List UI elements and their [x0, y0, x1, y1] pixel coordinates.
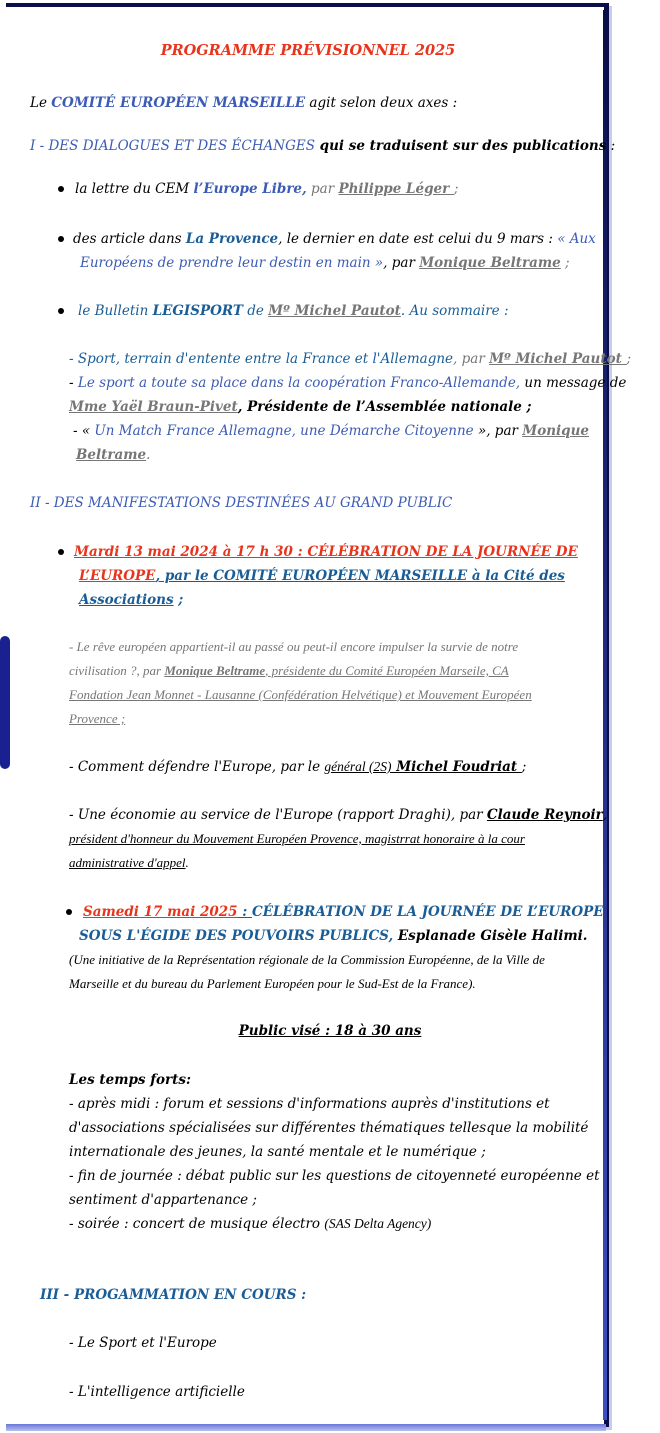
author-link[interactable]: Claude Reynoir	[486, 807, 603, 823]
author-link[interactable]: Mme Yaël Braun-Pivet	[69, 399, 238, 415]
highlights-line-2: d'associations spécialisées sur différentes thématiques tellesque la mobilité	[69, 1120, 589, 1136]
right-border	[603, 10, 607, 1420]
event-2-title: Samedi 17 mai 2025 : CÉLÉBRATION DE LA JOURNÉE DE L’EUROPE	[83, 904, 604, 920]
section-1-heading: I - DES DIALOGUES ET DES ÉCHANGES qui se traduisent sur des publications :	[30, 138, 616, 154]
author-link[interactable]: Philippe Léger	[338, 181, 454, 197]
section-2-heading: II - DES MANIFESTATIONS DESTINÉES AU GRAND PUBLIC	[30, 495, 453, 511]
summary-item-c-cont: Beltrame.	[76, 447, 151, 463]
bullet-icon	[66, 909, 72, 915]
page-title: PROGRAMME PRÉVISIONNEL 2025	[160, 42, 456, 59]
publication-la-provence: des article dans La Provence, le dernier en date est celui du 9 mars : « Aux	[73, 231, 596, 247]
bottom-border	[6, 1424, 606, 1431]
highlights-line-6: - soirée : concert de musique électro (SAS Delta Agency)	[69, 1216, 432, 1232]
bullet-icon	[58, 549, 64, 555]
publication-cem-letter: la lettre du CEM l’Europe Libre, par Philippe Léger ;	[75, 181, 459, 197]
left-tab-decoration	[0, 636, 10, 769]
target-audience: Public visé : 18 à 30 ans	[238, 1023, 422, 1039]
summary-item-b-cont: Mme Yaël Braun-Pivet, Présidente de l’Assemblée nationale ;	[69, 399, 532, 415]
talk-1-line-2: civilisation ?, par Monique Beltrame, présidente du Comité Européen Marseile, CA	[69, 663, 509, 678]
section-3-heading: III - PROGAMMATION EN COURS :	[40, 1287, 307, 1303]
author-link[interactable]: Beltrame	[76, 447, 147, 463]
summary-item-b: - Le sport a toute sa place dans la coopération Franco-Allemande, un message de	[69, 375, 627, 391]
bullet-icon	[58, 308, 64, 314]
talk-1-line-1: - Le rêve européen appartient-il au passé ou peut-il encore impulser la survie de notre	[69, 639, 519, 654]
current-item-ai: - L'intelligence artificielle	[69, 1384, 245, 1400]
highlights-heading: Les temps forts:	[69, 1072, 191, 1088]
publication-la-provence-cont: Européens de prendre leur destin en main », par Monique Beltrame ;	[80, 255, 570, 271]
author-link[interactable]: Monique Beltrame	[419, 255, 561, 271]
talk-1-line-4: Provence ;	[69, 711, 126, 726]
intro-line: Le COMITÉ EUROPÉEN MARSEILLE agit selon deux axes :	[30, 95, 458, 111]
highlights-line-1: - après midi : forum et sessions d'informations auprès d'institutions et	[69, 1096, 550, 1112]
author-link[interactable]: Michel Foudriat	[391, 759, 522, 775]
talk-3-line-2: président d'honneur du Mouvement Européen Provence, magistrrat honoraire à la cour	[69, 831, 525, 846]
author-link[interactable]: Monique Beltrame	[164, 663, 266, 678]
event-1-title-end: Associations ;	[79, 592, 184, 608]
current-item-sport: - Le Sport et l'Europe	[69, 1335, 217, 1351]
bullet-icon	[58, 186, 64, 192]
talk-3-line-3: administrative d'appel.	[69, 855, 189, 870]
event-1-title-cont: L’EUROPE, par le COMITÉ EUROPÉEN MARSEILLE à la Cité des	[79, 568, 565, 584]
event-2-title-cont: SOUS L'ÉGIDE DES POUVOIRS PUBLICS, Esplanade Gisèle Halimi.	[79, 928, 588, 944]
talk-3-line-1: - Une économie au service de l'Europe (rapport Draghi), par Claude Reynoir,	[69, 807, 608, 823]
author-link[interactable]: Monique	[522, 423, 589, 439]
event-1-title: Mardi 13 mai 2024 à 17 h 30 : CÉLÉBRATION DE LA JOURNÉE DE	[74, 544, 578, 560]
event-2-note-line-1: (Une initiative de la Représentation régionale de la Commission Européenne, de la Ville de	[69, 952, 545, 967]
talk-1-line-3: Fondation Jean Monnet - Lausanne (Confédération Helvétique) et Mouvement Européen	[69, 687, 532, 702]
highlights-line-5: sentiment d'appartenance ;	[69, 1192, 257, 1208]
highlights-line-4: - fin de journée : débat public sur les questions de citoyenneté européenne et	[69, 1168, 600, 1184]
talk-2: - Comment défendre l'Europe, par le général (2S) Michel Foudriat ;	[69, 759, 527, 775]
author-link[interactable]: Mº Michel Pautot	[489, 351, 627, 367]
bullet-icon	[58, 236, 64, 242]
author-link[interactable]: Mº Michel Pautot	[268, 303, 401, 319]
publication-legisport: le Bulletin LEGISPORT de Mº Michel Pautot. Au sommaire :	[78, 303, 509, 319]
event-2-note-line-2: Marseille et du bureau du Parlement Européen pour le Sud-Est de la France).	[69, 976, 476, 991]
highlights-line-3: internationale des jeunes, la santé mentale et le numérique ;	[69, 1144, 486, 1160]
summary-item-a: - Sport, terrain d'entente entre la France et l'Allemagne, par Mº Michel Pautot ;	[69, 351, 632, 367]
summary-item-c: - « Un Match France Allemagne, une Démarche Citoyenne », par Monique	[73, 423, 589, 439]
